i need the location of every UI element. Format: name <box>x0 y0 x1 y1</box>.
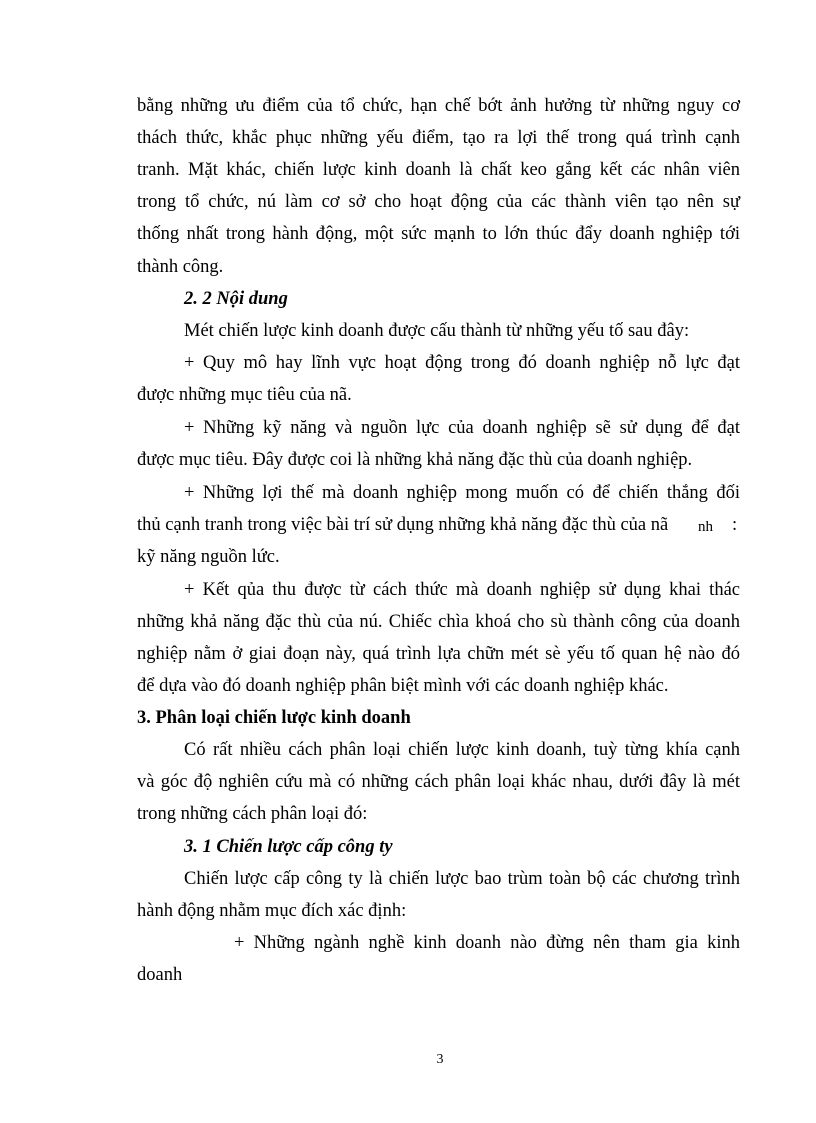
body-line: bằng những ưu điểm của tổ chức, hạn chế bớt ảnh hưởng từ những nguy cơ <box>137 96 740 116</box>
body-line: được những mục tiêu của nã. <box>137 385 352 405</box>
inline-colon: : <box>732 515 738 535</box>
body-line: để dựa vào đó doanh nghiệp phân biệt mình với các doanh nghiệp khác. <box>137 676 669 696</box>
page-number: 3 <box>436 1052 444 1067</box>
body-line: + Quy mô hay lĩnh vực hoạt động trong đó doanh nghiệp nỗ lực đạt <box>184 353 740 373</box>
body-line: + Những kỹ năng và nguồn lực của doanh nghiệp sẽ sử dụng để đạt <box>184 418 740 438</box>
body-line: + Những ngành nghề kinh doanh nào đừng nên tham gia kinh <box>234 933 740 953</box>
body-line: nghiệp nằm ở giai đoạn này, quá trình lựa chữn mét sè yếu tố quan hệ nào đó <box>137 644 740 664</box>
body-line: tranh. Mặt khác, chiến lược kinh doanh là chất keo gắng kết các nhân viên <box>137 160 740 180</box>
body-line: thống nhất trong hành động, một sức mạnh to lớn thúc đẩy doanh nghiệp tới <box>137 224 740 244</box>
body-line: thách thức, khắc phục những yếu điểm, tạo ra lợi thế trong quá trình cạnh <box>137 128 740 148</box>
section-heading-3-1: 3. 1 Chiến lược cấp công ty <box>184 837 393 857</box>
body-line: doanh <box>137 965 183 985</box>
body-line: Chiến lược cấp công ty là chiến lược bao trùm toàn bộ các chương trình <box>184 869 740 889</box>
body-line: và góc độ nghiên cứu mà có những cách phân loại khác nhau, dưới đây là mét <box>137 772 740 792</box>
body-line: + Kết qủa thu được từ cách thức mà doanh nghiệp sử dụng khai thác <box>184 580 740 600</box>
body-line: + Những lợi thế mà doanh nghiệp mong muốn có để chiến thắng đối <box>184 483 740 503</box>
body-line: thành công. <box>137 257 224 277</box>
body-line: Có rất nhiều cách phân loại chiến lược kinh doanh, tuỳ từng khía cạnh <box>184 740 740 760</box>
section-heading-2-2: 2. 2 Nội dung <box>184 289 288 309</box>
body-line: những khả năng đặc thù của nú. Chiếc chìa khoá cho sù thành công của doanh <box>137 612 740 632</box>
body-line: được mục tiêu. Đây được coi là những khả năng đặc thù của doanh nghiệp. <box>137 450 693 470</box>
body-line: thủ cạnh tranh trong việc bài trí sử dụng những khả năng đặc thù của nã <box>137 515 669 535</box>
body-line: trong tổ chức, nú làm cơ sở cho hoạt động của các thành viên tạo nên sự <box>137 192 740 212</box>
section-heading-3: 3. Phân loại chiến lược kinh doanh <box>137 708 411 728</box>
inline-fragment-nh: nh <box>698 519 713 535</box>
body-line: trong những cách phân loại đó: <box>137 804 368 824</box>
body-line: hành động nhằm mục đích xác định: <box>137 901 407 921</box>
body-line: kỹ năng nguồn lức. <box>137 547 280 567</box>
body-line: Mét chiến lược kinh doanh được cấu thành từ những yếu tố sau đây: <box>184 321 690 341</box>
